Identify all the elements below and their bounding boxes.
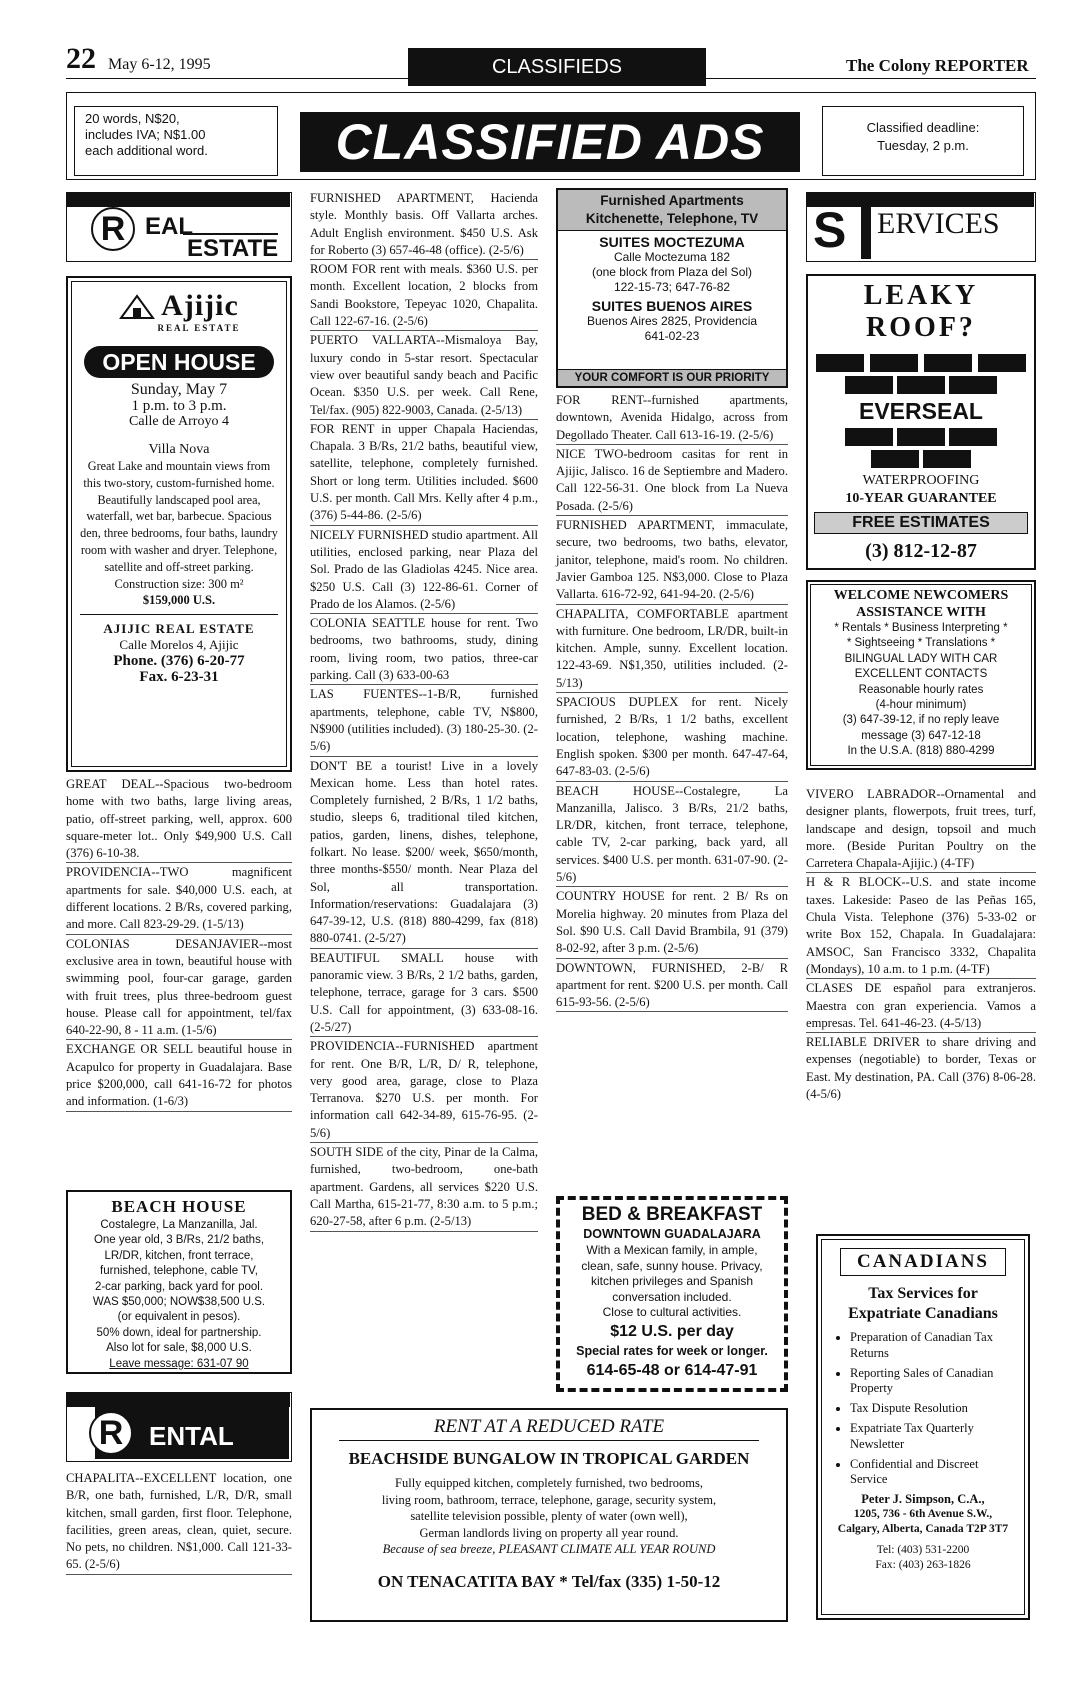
classified-ad: NICE TWO-bedroom casitas for rent in Ajijic, Jalisco. 16 de Septiembre and Madero. Call 122-56-31. One block from La Nueva Posada. (2-5/6) [556, 446, 788, 516]
logo-text: Ajijic [161, 289, 239, 322]
logo-subtitle: REAL ESTATE [157, 323, 241, 333]
classified-ad: FURNISHED APARTMENT, Hacienda style. Monthly basis. Off Vallarta arches. Adult English environment. $450 U.S. Ask for Roberto (3) 657-46-48 (office). (2-5/6) [310, 190, 538, 260]
classified-ad: EXCHANGE OR SELL beautiful house in Acapulco for property in Guadalajara. Base price $200,000, call 641-16-72 for photos and information. (1-6/3) [66, 1041, 292, 1111]
classified-ad: COLONIAS DESANJAVIER--most exclusive area in town, beautiful house with swimming pool, four-car garage, garden with fruit trees, plus three-bedroom guest house. Please call for appointment, tel/fax 640-22-90, 8 - 11 a.m. (1-5/6) [66, 936, 292, 1041]
suites-header [558, 190, 786, 231]
suites-header-line: Kitchenette, Telephone, TV [585, 211, 759, 226]
rate-box [74, 106, 278, 176]
ad-line: Leave message: 631-07 90 [109, 1357, 249, 1370]
everseal-phone: (3) 812-12-87 [865, 540, 977, 562]
ad-line: One year old, 3 B/Rs, 21/2 baths, [93, 1234, 265, 1247]
ad-line: Also lot for sale, $8,000 U.S. [106, 1342, 252, 1355]
ad-line: * Rentals * Business Interpreting * [834, 622, 1008, 634]
agency-fax: Fax. 6-23-31 [139, 668, 219, 685]
rental-listings-column-3 [556, 392, 788, 1013]
heading-letter: R [91, 207, 135, 251]
service-item: • Reporting Sales of Canadian Property [850, 1366, 1014, 1398]
suite-address: Buenos Aires 2825, Providencia [586, 314, 758, 328]
black-blocks [814, 376, 1028, 394]
ad-line: Reasonable hourly rates [858, 683, 984, 696]
construction-size: Construction size: 300 m² [114, 576, 244, 591]
classified-ad: FURNISHED APARTMENT, immaculate, secure, two bedrooms, two baths, elevator, janitor, telephone, maid's room. No children. Javier Gamboa 125. N$3,000. Close to Plaza Vallarta. 616-72-92, 641-94-20. (2-5/6) [556, 517, 788, 604]
page-number: 22 [66, 42, 96, 75]
black-block [871, 450, 919, 468]
canadians-subtitle: Tax Services for Expatriate Canadians [848, 1285, 998, 1322]
classified-ad: PROVIDENCIA--FURNISHED apartment for rent. One B/R, L/R, D/ R, telephone, very good area, garage, close to Plaza Terranova. $270 U.S. per month. For information call 642-34-89, 615-76-95. (2-5/6) [310, 1038, 538, 1143]
black-block [949, 428, 997, 446]
ad-line: WAS $50,000; NOW$38,500 U.S. [92, 1296, 266, 1309]
heading-bar [861, 207, 871, 259]
bnb-title: BED & BREAKFAST [581, 1204, 763, 1225]
bnb-price: $12 U.S. per day [610, 1322, 734, 1340]
black-block [923, 450, 971, 468]
ad-line: (or equivalent in pesos). [117, 1311, 241, 1324]
ad-line: With a Mexican family, in ample, [586, 1243, 758, 1257]
heading-bar [67, 1393, 290, 1407]
black-block [978, 354, 1026, 372]
agency-address: Calle Morelos 4, Ajijic [119, 636, 239, 652]
suites-header-line: Furnished Apartments [600, 193, 744, 208]
service-item: • Expatriate Tax Quarterly Newsletter [850, 1421, 1014, 1453]
beach-house-title: BEACH HOUSE [111, 1197, 247, 1216]
bnb-phones: 614-65-48 or 614-47-91 [586, 1361, 758, 1379]
ad-line: Costalegre, La Manzanilla, Jal. [100, 1219, 258, 1231]
classified-ad: NICELY FURNISHED studio apartment. All utilities, enclosed parking, near Plaza del Sol. Prado de las Gladiolas 4245. Nice area. $250 U.S. Call (3) 122-86-61. Corner of Prado de los Alamos. (2-5/6) [310, 527, 538, 614]
black-block [949, 376, 997, 394]
everseal-title: ROOF? [866, 312, 976, 343]
heading-word: EAL [145, 213, 193, 240]
ad-line: LR/DR, kitchen, front terrace, [104, 1249, 254, 1262]
ad-line: (3) 647-39-12, if no reply leave [842, 714, 1000, 727]
beach-house-ad [66, 1190, 292, 1374]
black-blocks [814, 450, 1028, 468]
ajijic-open-house-ad [66, 276, 292, 772]
ad-line: clean, safe, sunny house. Privacy, [581, 1258, 763, 1273]
bungalow-contact: ON TENACATITA BAY * Tel/fax (335) 1-50-12 [377, 1572, 721, 1591]
black-blocks [816, 354, 1026, 372]
accountant-address: Calgary, Alberta, Canada T2P 3T7 [837, 1523, 1009, 1536]
suite-address: (one block from Plaza del Sol) [591, 265, 753, 279]
heading-letter: R [89, 1411, 133, 1455]
ad-line: German landlords living on property all year round. [419, 1525, 679, 1540]
open-house-price: $159,000 U.S. [142, 592, 216, 607]
classified-ad: CHAPALITA, COMFORTABLE apartment with furniture. One bedroom, LR/DR, built-in kitchen. Ample, sunny. Excellent location. 122-43-69. N$1,350, utilities included. (2-5/13) [556, 606, 788, 693]
ad-line: BILINGUAL LADY WITH CAR [844, 652, 998, 665]
heading-bar [67, 193, 290, 207]
agency-name: AJIJIC REAL ESTATE [80, 614, 278, 637]
canadians-tax-ad [816, 1234, 1030, 1620]
ad-line: In the U.S.A. (818) 880-4299 [847, 745, 995, 758]
ad-line: message (3) 647-12-18 [861, 729, 981, 742]
bnb-special: Special rates for week or longer. [576, 1343, 768, 1358]
accountant-name: Peter J. Simpson, C.A., [861, 1492, 985, 1507]
ad-line: furnished, telephone, cable TV, [100, 1265, 258, 1278]
ad-line: Close to cultural activities. [602, 1305, 742, 1319]
suite-address: Calle Moctezuma 182 [613, 250, 731, 264]
house-icon [119, 292, 155, 320]
classified-ad: GREAT DEAL--Spacious two-bedroom home with two baths, large living areas, patio, off-street parking, well, approx. 600 square-meter lot.. Only $49,900 U.S. Call (376) 6-10-38. [66, 776, 292, 863]
ad-line: 50% down, ideal for partnership. [96, 1326, 262, 1339]
ad-line: Fully equipped kitchen, completely furnished, two bedrooms, [395, 1476, 703, 1490]
black-block [845, 376, 893, 394]
heading-word: ERVICES [877, 207, 1000, 240]
heading-word: ESTATE [183, 233, 278, 263]
issue-date: May 6-12, 1995 [108, 56, 211, 73]
heading-word: ENTAL [149, 1421, 234, 1451]
service-item: • Confidential and Discreet Service [850, 1457, 1014, 1489]
suite-name: SUITES MOCTEZUMA [599, 234, 745, 250]
suites-ad [556, 188, 788, 388]
classified-ad: H & R BLOCK--U.S. and state income taxes. Lakeside: Paseo de las Peñas 165, Chula Vista. Telephone (376) 5-33-02 or write Box 152, Chapala. In Guadalajara: AMSOC, San Francisco 3332, Chapalita (Mondays), 10 a.m. to 1 p.m. (4-TF) [806, 874, 1036, 979]
free-estimates-badge: FREE ESTIMATES [814, 512, 1028, 534]
header-rule [66, 78, 1036, 79]
deadline-line: Classified deadline: [866, 120, 980, 135]
rental-listing [66, 1470, 292, 1576]
agency-phone: Phone. (376) 6-20-77 [113, 652, 245, 669]
publication-name: The Colony REPORTER [846, 56, 1029, 75]
bungalow-ad [310, 1408, 788, 1622]
bungalow-climate: Because of sea breeze, PLEASANT CLIMATE ALL YEAR ROUND [382, 1542, 716, 1556]
classified-ad: SOUTH SIDE of the city, Pinar de la Calma, furnished, two-bedroom, one-bath apartment. Gardens, all services $220 U.S. Call Martha, 615-21-77, 8:30 a.m. to 5 p.m.; 620-27-58, after 6 p.m. (2-5/13) [310, 1144, 538, 1231]
classified-ad: RELIABLE DRIVER to share driving and expenses (negotiable) to border, Texas or East. My destination, PA. Call (376) 8-06-28. (4-5/6) [806, 1035, 1036, 1102]
ad-line: satellite television possible, plenty of water (own well), [410, 1509, 688, 1523]
black-block [845, 428, 893, 446]
suite-phone: 122-15-73; 647-76-82 [613, 280, 731, 294]
open-house-street: Calle de Arroyo 4 [129, 414, 229, 429]
ad-line: living room, bathroom, terrace, telephone, garage, security system, [381, 1492, 717, 1507]
classified-ad: VIVERO LABRADOR--Ornamental and designer plants, flowerpots, fruit trees, turf, landscape and design, topsoil and much more. (Beside Puritan Poultry on the Carretera Chapala-Ajijic.) (4-TF) [806, 786, 1036, 873]
ad-line: EXCELLENT CONTACTS [854, 668, 988, 681]
ad-line: kitchen privileges and Spanish [590, 1274, 754, 1288]
newcomers-title: WELCOME NEWCOMERS [833, 588, 1009, 603]
classified-ad: ROOM FOR rent with meals. $360 U.S. per month. Excellent location, 2 blocks from Sandi Bookstore, Tepeyac 1020, Chapalita. Call 122-67-16. (2-5/6) [310, 261, 538, 331]
open-house-date: Sunday, May 7 [130, 381, 228, 398]
rental-heading [66, 1392, 292, 1462]
bungalow-subtitle: BEACHSIDE BUNGALOW IN TROPICAL GARDEN [348, 1449, 750, 1468]
ad-line: (4-hour minimum) [875, 699, 967, 712]
accountant-fax: Fax: (403) 263-1826 [875, 1559, 971, 1572]
classified-ad: LAS FUENTES--1-B/R, furnished apartments, telephone, cable TV, N$800, N$900 (utilities included). (3) 180-25-30. (2-5/6) [310, 686, 538, 756]
black-blocks [814, 428, 1028, 446]
classified-ad: CLASES DE español para extranjeros. Maestra con gran experiencia. Vamos a empresas. Tel. 641-46-23. (4-5/13) [806, 980, 1036, 1033]
black-block [924, 354, 972, 372]
classified-ad: FOR RENT--furnished apartments, downtown, Avenida Hidalgo, across from Degollado Theater. Call 613-16-19. (2-5/6) [556, 392, 788, 445]
bnb-subtitle: DOWNTOWN GUADALAJARA [583, 1227, 761, 1241]
everseal-guarantee: 10-YEAR GUARANTEE [845, 491, 997, 506]
classified-ad: DON'T BE a tourist! Live in a lovely Mexican home. Less than hotel rates. Completely furnished, 2 B/Rs, 1 1/2 baths, studio, sleeps 6, traditional tiled kitchen, patios, garden, linens, dishes, telephone, folkart. No lease. $200/ week, $650/month, three months-$550/ month. Near Plaza del Sol, all transportation. Information/reservations: Guadalajara (3) 647-39-12, U.S. (818) 880-4299, fax (818) 880-0741. (2-5/27) [310, 758, 538, 949]
rental-listings-column-2 [310, 190, 538, 1233]
everseal-ad [806, 274, 1036, 570]
open-house-description: Great Lake and mountain views from this two-story, custom-furnished home. Beautifully landscaped pool area, waterfall, wet bar, barbecue. Spacious den, three bedrooms, four baths, laundry room with washer and dryer. Telephone, satellite and off-street parking. [80, 459, 278, 574]
rate-line: includes IVA; N$1.00 [85, 127, 206, 142]
real-estate-listings [66, 776, 292, 1113]
rate-line: 20 words, N$20, [85, 111, 180, 126]
ad-line: conversation included. [612, 1289, 732, 1304]
section-title: CLASSIFIEDS [408, 48, 706, 86]
canadians-title: CANADIANS [840, 1248, 1006, 1276]
ajijic-logo [80, 289, 278, 322]
classified-ad: PUERTO VALLARTA--Mismaloya Bay, luxury condo in 5-star resort. Spectacular view over beautiful sandy beach and Pacific Ocean. $350 U.S. per week. Call Rene, Tel/fax. (905) 822-9003, Canada. (2-5/13) [310, 332, 538, 419]
black-block [870, 354, 918, 372]
deadline-line: Tuesday, 2 p.m. [877, 138, 969, 153]
bed-breakfast-ad [556, 1196, 788, 1392]
newcomers-title: ASSISTANCE WITH [856, 605, 986, 620]
suite-name: SUITES BUENOS AIRES [591, 298, 753, 314]
everseal-service: WATERPROOFING [862, 473, 980, 488]
black-block [897, 428, 945, 446]
real-estate-heading [66, 192, 292, 262]
classified-ad: PROVIDENCIA--TWO magnificent apartments for sale. $40,000 U.S. each, at different locations. 2 B/Rs, covered parking, and more. Call 823-29-29. (1-5/13) [66, 864, 292, 934]
open-house-place: Villa Nova [148, 442, 210, 457]
accountant-address: 1205, 736 - 6th Avenue S.W., [853, 1508, 993, 1521]
open-house-time: 1 p.m. to 3 p.m. [131, 398, 227, 414]
newcomers-ad [806, 580, 1036, 770]
classified-ad: DOWNTOWN, FURNISHED, 2-B/ R apartment for rent. $200 U.S. per month. Call 615-93-56. (2-5/6) [556, 960, 788, 1013]
rate-line: each additional word. [85, 143, 208, 158]
classified-ad: BEAUTIFUL SMALL house with panoramic view. 3 B/Rs, 2 1/2 baths, garden, telephone, terrace, garage for 3 cars. $500 U.S. Call for appointment, (3) 633-08-16. (2-5/27) [310, 950, 538, 1037]
black-block [897, 376, 945, 394]
deadline-box [822, 106, 1024, 176]
classified-ad: COUNTRY HOUSE for rent. 2 B/ Rs on Morelia highway. 20 minutes from Plaza del Sol. $90 U.S. Call David Brambila, 91 (379) 8-02-92, after 3 p.m. (2-5/6) [556, 888, 788, 958]
classified-ad: FOR RENT in upper Chapala Haciendas, Chapala. 3 B/Rs, 21/2 baths, beautiful view, satellite, telephone, completely furnished. Short or long term. Utilities included. $600 U.S. per month. Call Mrs. Kelly after 4 p.m., (376) 5-44-86. (2-5/6) [310, 421, 538, 526]
suite-phone: 641-02-23 [644, 329, 700, 343]
ad-line: 2-car parking, back yard for pool. [94, 1280, 264, 1293]
open-house-badge: OPEN HOUSE [84, 346, 274, 378]
service-item: • Preparation of Canadian Tax Returns [850, 1330, 1014, 1362]
classified-ad: COLONIA SEATTLE house for rent. Two bedrooms, two bathrooms, study, dining room, living room, two patios, three-car parking. Call (3) 633-00-63 [310, 615, 538, 685]
bungalow-title: RENT AT A REDUCED RATE [339, 1414, 759, 1441]
black-block [816, 354, 864, 372]
everseal-brand: EVERSEAL [859, 398, 983, 424]
suites-footer: YOUR COMFORT IS OUR PRIORITY [558, 369, 786, 386]
classified-ads-banner: CLASSIFIED ADS [300, 112, 800, 172]
classified-ad: CHAPALITA--EXCELLENT location, one B/R, one bath, furnished, L/R, D/R, small kitchen, small garden, first floor. Telephone, facilities, green areas, clean, quiet, secure. No pets, no children. N$1,000. Call 121-33-65. (2-5/6) [66, 1470, 292, 1575]
services-heading [806, 192, 1036, 262]
heading-letter: S [813, 202, 847, 258]
everseal-title: LEAKY [863, 280, 979, 311]
classified-ad: BEACH HOUSE--Costalegre, La Manzanilla, Jalisco. 3 B/Rs, 21/2 baths, LR/DR, kitchen, front terrace, telephone, cable TV, 2-car parking, back yard, all services. $400 U.S. per month. 631-07-90. (2-5/6) [556, 783, 788, 888]
service-item: • Tax Dispute Resolution [850, 1401, 1014, 1417]
classified-ad: SPACIOUS DUPLEX for rent. Nicely furnished, 2 B/Rs, 1 1/2 baths, excellent location, telephone, washing machine. English spoken. $300 per month. 647-47-64, 647-83-03. (2-5/6) [556, 694, 788, 781]
services-listings [806, 786, 1036, 1104]
accountant-tel: Tel: (403) 531-2200 [876, 1544, 970, 1557]
ad-line: * Sightseeing * Translations * [846, 637, 996, 650]
